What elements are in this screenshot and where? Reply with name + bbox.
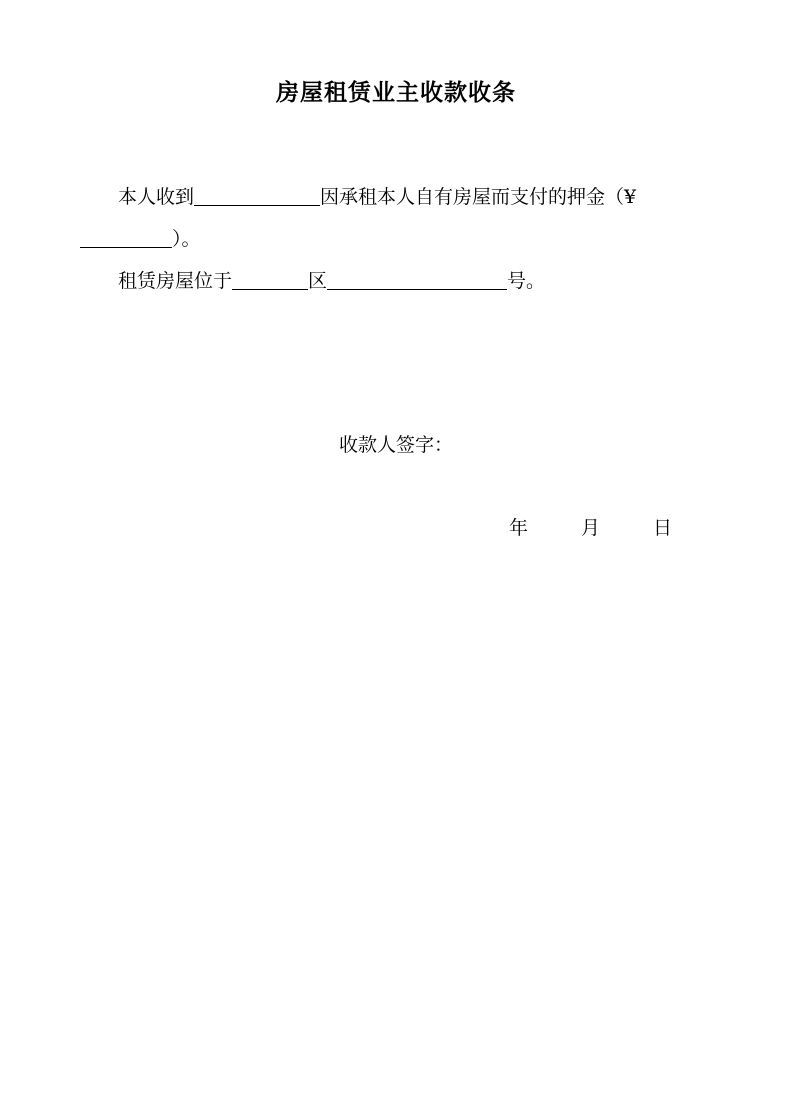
date-line [0,513,792,540]
date-unit-year: 年 [508,517,528,539]
document-body [80,176,712,302]
date-unit-day: 日 [652,517,672,539]
blank-deposit-amount[interactable] [80,228,172,248]
blank-street-address[interactable] [327,270,507,290]
text-received-by: 本人收到 [118,186,195,208]
text-amount-prefix: （¥ [605,186,637,208]
blank-district[interactable] [232,270,308,290]
text-amount-suffix: ）。 [172,228,201,250]
text-district-unit: 区 [308,270,328,292]
blank-tenant-name[interactable] [194,186,320,206]
text-location-prefix: 租赁房屋位于 [118,270,233,292]
page-title: 房屋租赁业主收款收条 [276,80,516,106]
signature-label: 收款人签字： [338,434,453,456]
text-address-suffix: 号。 [507,270,546,292]
paragraph-receipt-statement [80,176,712,260]
text-deposit-reason: 因承租本人自有房屋而支付的押金 [320,186,606,208]
date-unit-month: 月 [580,517,600,539]
paragraph-property-address [80,260,712,302]
